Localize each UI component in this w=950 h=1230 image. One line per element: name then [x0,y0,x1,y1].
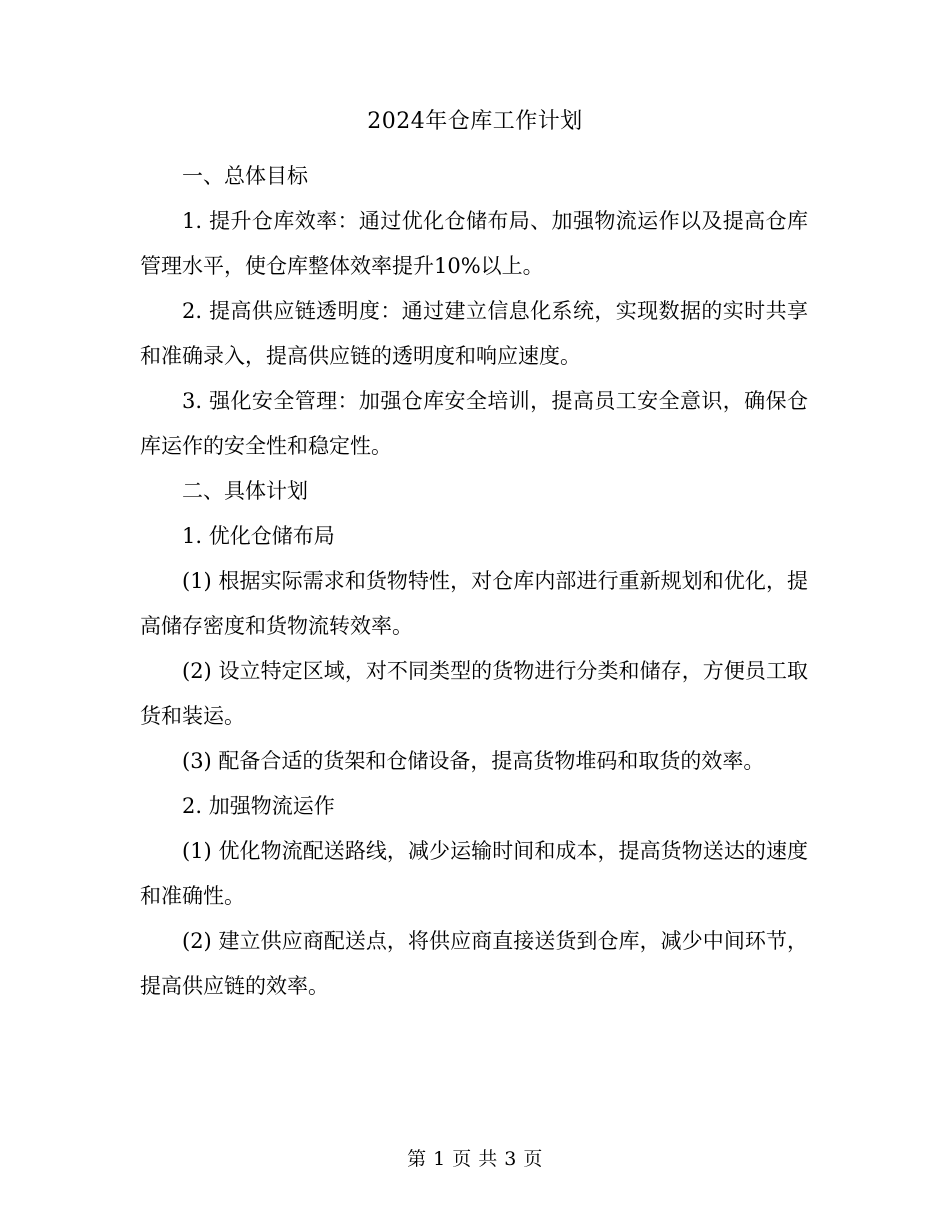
plan-subheading-2: 2. 加强物流运作 [182,794,335,818]
goal-item-1: 1. 提升仓库效率：通过优化仓储布局、加强物流运作以及提高仓库管理水平，使仓库整体效率提升10%以上。 [140,209,808,278]
plan-1-item-1: (1) 根据实际需求和货物特性，对仓库内部进行重新规划和优化，提高储存密度和货物流转效率。 [140,569,808,638]
document-title: 2024年仓库工作计划 [367,109,583,134]
page-number: 第 1 页 共 3 页 [407,1148,543,1170]
plan-2-item-2: (2) 建立供应商配送点，将供应商直接送货到仓库，减少中间环节，提高供应链的效率。 [140,929,808,998]
section-heading-specific-plans: 二、具体计划 [182,479,308,503]
plan-subheading-1: 1. 优化仓储布局 [182,524,335,548]
plan-1-item-2: (2) 设立特定区域，对不同类型的货物进行分类和储存，方便员工取货和装运。 [140,659,808,728]
plan-2-item-1: (1) 优化物流配送路线，减少运输时间和成本，提高货物送达的速度和准确性。 [140,839,808,908]
goal-item-2: 2. 提高供应链透明度：通过建立信息化系统，实现数据的实时共享和准确录入，提高供应链的透明度和响应速度。 [140,299,808,368]
document-body [140,154,808,1009]
section-heading-overall-goals: 一、总体目标 [182,164,308,188]
goal-item-3: 3. 强化安全管理：加强仓库安全培训，提高员工安全意识，确保仓库运作的安全性和稳定性。 [140,389,808,458]
plan-1-item-3: (3) 配备合适的货架和仓储设备，提高货物堆码和取货的效率。 [182,749,765,773]
